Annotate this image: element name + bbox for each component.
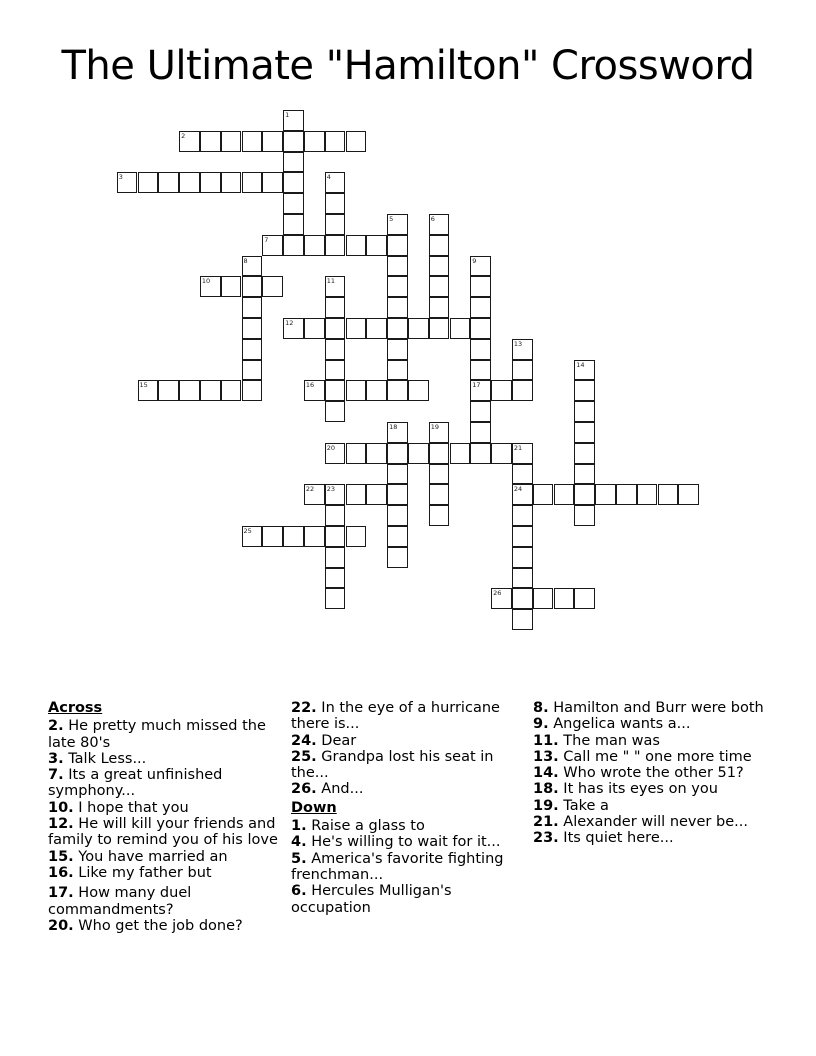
grid-cell[interactable] bbox=[117, 172, 138, 193]
grid-cell[interactable] bbox=[325, 443, 346, 464]
clue-across-15: 15. You have married an bbox=[48, 848, 228, 865]
grid-cell[interactable] bbox=[470, 360, 491, 381]
grid-cell[interactable] bbox=[387, 547, 408, 568]
grid-cell[interactable] bbox=[470, 318, 491, 339]
grid-cell[interactable] bbox=[512, 484, 533, 505]
clue-down-18: 18. It has its eyes on you bbox=[533, 781, 718, 798]
cell-number: 17 bbox=[472, 381, 481, 390]
grid-cell[interactable] bbox=[512, 443, 533, 464]
grid-cell[interactable] bbox=[366, 380, 387, 401]
grid-cell[interactable] bbox=[491, 588, 512, 609]
cell-number: 18 bbox=[389, 423, 398, 431]
grid-cell[interactable] bbox=[158, 380, 179, 401]
grid-cell[interactable] bbox=[512, 588, 533, 609]
grid-cell[interactable] bbox=[346, 235, 367, 256]
clue-down-14: 14. Who wrote the other 51? bbox=[533, 765, 744, 782]
grid-cell[interactable] bbox=[512, 609, 533, 630]
grid-cell[interactable] bbox=[221, 276, 242, 297]
grid-cell[interactable] bbox=[387, 484, 408, 505]
grid-cell[interactable] bbox=[283, 214, 304, 235]
grid-cell[interactable] bbox=[325, 235, 346, 256]
grid-cell[interactable] bbox=[325, 214, 346, 235]
grid-cell[interactable] bbox=[325, 380, 346, 401]
grid-cell[interactable] bbox=[595, 484, 616, 505]
grid-cell[interactable] bbox=[242, 256, 263, 277]
cell-number: 7 bbox=[264, 235, 269, 244]
clues-column-1 bbox=[48, 700, 283, 934]
grid-cell[interactable] bbox=[408, 443, 429, 464]
grid-cell[interactable] bbox=[470, 339, 491, 360]
grid-cell[interactable] bbox=[387, 464, 408, 485]
grid-cell[interactable] bbox=[346, 131, 367, 152]
grid-cell[interactable] bbox=[512, 380, 533, 401]
cell-number: 16 bbox=[305, 381, 315, 390]
grid-cell[interactable] bbox=[325, 505, 346, 526]
grid-cell[interactable] bbox=[283, 131, 304, 152]
grid-cell[interactable] bbox=[200, 380, 221, 401]
grid-cell[interactable] bbox=[533, 484, 554, 505]
cell-number: 6 bbox=[430, 215, 435, 223]
grid-cell[interactable] bbox=[325, 297, 346, 318]
grid-cell[interactable] bbox=[221, 380, 242, 401]
clue-across-17: 17. How many duel commandments? bbox=[48, 885, 192, 918]
grid-cell[interactable] bbox=[242, 526, 263, 547]
clue-across-16: 16. Like my father but bbox=[48, 864, 212, 881]
grid-cell[interactable] bbox=[450, 318, 471, 339]
grid-cell[interactable] bbox=[387, 422, 408, 443]
cell-number: 24 bbox=[513, 485, 523, 494]
grid-cell[interactable] bbox=[366, 235, 387, 256]
grid-cell[interactable] bbox=[242, 172, 263, 193]
grid-cell[interactable] bbox=[346, 484, 367, 505]
grid-cell[interactable] bbox=[533, 588, 554, 609]
grid-cell[interactable] bbox=[242, 297, 263, 318]
clue-across-2: 2. He pretty much missed the late 80's bbox=[48, 718, 266, 751]
grid-cell[interactable] bbox=[325, 588, 346, 609]
grid-cell[interactable] bbox=[304, 131, 325, 152]
grid-cell[interactable] bbox=[179, 380, 200, 401]
cell-number: 2 bbox=[181, 131, 186, 140]
clue-across-7: 7. Its a great unfinished symphony... bbox=[48, 767, 223, 800]
grid-cell[interactable] bbox=[283, 193, 304, 214]
grid-cell[interactable] bbox=[179, 172, 200, 193]
grid-cell[interactable] bbox=[574, 443, 595, 464]
cell-number: 3 bbox=[118, 173, 123, 182]
grid-cell[interactable] bbox=[387, 443, 408, 464]
grid-cell[interactable] bbox=[242, 131, 263, 152]
grid-cell[interactable] bbox=[470, 401, 491, 422]
across-heading: Across bbox=[48, 700, 103, 716]
grid-cell[interactable] bbox=[304, 380, 325, 401]
grid-cell[interactable] bbox=[262, 131, 283, 152]
grid-cell[interactable] bbox=[574, 484, 595, 505]
grid-cell[interactable] bbox=[512, 505, 533, 526]
grid-cell[interactable] bbox=[304, 484, 325, 505]
grid-cell[interactable] bbox=[470, 256, 491, 277]
grid-cell[interactable] bbox=[429, 297, 450, 318]
grid-cell[interactable] bbox=[387, 505, 408, 526]
clue-across-24: 24. Dear bbox=[291, 732, 357, 749]
cell-number: 8 bbox=[243, 256, 248, 265]
grid-cell[interactable] bbox=[387, 235, 408, 256]
grid-cell[interactable] bbox=[242, 339, 263, 360]
grid-cell[interactable] bbox=[366, 443, 387, 464]
grid-cell[interactable] bbox=[262, 235, 283, 256]
cell-number: 21 bbox=[513, 443, 523, 452]
grid-cell[interactable] bbox=[512, 339, 533, 360]
grid-cell[interactable] bbox=[283, 318, 304, 339]
grid-cell[interactable] bbox=[387, 318, 408, 339]
grid-cell[interactable] bbox=[491, 380, 512, 401]
cell-number: 12 bbox=[285, 319, 294, 327]
cell-number: 19 bbox=[430, 423, 439, 431]
grid-cell[interactable] bbox=[429, 235, 450, 256]
cell-number: 23 bbox=[326, 485, 335, 494]
grid-cell[interactable] bbox=[387, 380, 408, 401]
grid-cell[interactable] bbox=[262, 526, 283, 547]
grid-cell[interactable] bbox=[304, 318, 325, 339]
grid-cell[interactable] bbox=[346, 380, 367, 401]
grid-cell[interactable] bbox=[429, 256, 450, 277]
grid-cell[interactable] bbox=[325, 526, 346, 547]
grid-cell[interactable] bbox=[262, 276, 283, 297]
clue-down-4: 4. He's willing to wait for it... bbox=[291, 834, 501, 851]
grid-cell[interactable] bbox=[616, 484, 637, 505]
page-title: The Ultimate "Hamilton" Crossword bbox=[61, 43, 755, 89]
grid-cell[interactable] bbox=[346, 526, 367, 547]
cell-number: 20 bbox=[326, 443, 335, 452]
grid-cell[interactable] bbox=[491, 443, 512, 464]
down-heading: Down bbox=[291, 799, 337, 816]
grid-cell[interactable] bbox=[574, 380, 595, 401]
grid-cell[interactable] bbox=[325, 318, 346, 339]
grid-cell[interactable] bbox=[429, 318, 450, 339]
clue-down-1: 1. Raise a glass to bbox=[291, 818, 425, 835]
clue-down-6: 6. Hercules Mulligan's occupation bbox=[291, 883, 452, 916]
grid-cell[interactable] bbox=[304, 235, 325, 256]
grid-cell[interactable] bbox=[574, 401, 595, 422]
grid-cell[interactable] bbox=[387, 339, 408, 360]
grid-cell[interactable] bbox=[283, 110, 304, 131]
grid-cell[interactable] bbox=[554, 588, 575, 609]
cell-number: 14 bbox=[576, 360, 585, 369]
cell-number: 1 bbox=[285, 111, 290, 119]
clue-across-3: 3. Talk Less... bbox=[48, 750, 147, 767]
grid-cell[interactable] bbox=[366, 318, 387, 339]
grid-cell[interactable] bbox=[158, 172, 179, 193]
grid-cell[interactable] bbox=[574, 588, 595, 609]
clue-down-9: 9. Angelica wants a... bbox=[533, 716, 691, 733]
clue-across-25: 25. Grandpa lost his seat in the... bbox=[291, 748, 494, 782]
grid-cell[interactable] bbox=[408, 318, 429, 339]
grid-cell[interactable] bbox=[221, 172, 242, 193]
clues-column-2 bbox=[291, 700, 526, 916]
grid-cell[interactable] bbox=[200, 172, 221, 193]
clue-across-26: 26. And... bbox=[291, 781, 364, 798]
cell-number: 10 bbox=[201, 277, 211, 286]
clue-down-5: 5. America's favorite fighting frenchman... bbox=[291, 850, 504, 883]
grid-cell[interactable] bbox=[283, 172, 304, 193]
clue-across-10: 10. I hope that you bbox=[48, 799, 189, 816]
grid-cell[interactable] bbox=[387, 526, 408, 547]
grid-cell[interactable] bbox=[200, 131, 221, 152]
grid-cell[interactable] bbox=[325, 360, 346, 381]
grid-cell[interactable] bbox=[138, 380, 159, 401]
grid-cell[interactable] bbox=[574, 360, 595, 381]
grid-cell[interactable] bbox=[346, 318, 367, 339]
grid-cell[interactable] bbox=[242, 380, 263, 401]
grid-cell[interactable] bbox=[387, 297, 408, 318]
grid-cell[interactable] bbox=[283, 235, 304, 256]
grid-cell[interactable] bbox=[658, 484, 679, 505]
grid-cell[interactable] bbox=[512, 464, 533, 485]
grid-cell[interactable] bbox=[470, 380, 491, 401]
grid-cell[interactable] bbox=[512, 568, 533, 589]
grid-cell[interactable] bbox=[200, 276, 221, 297]
clue-down-21: 21. Alexander will never be... bbox=[533, 814, 748, 831]
clue-down-8: 8. Hamilton and Burr were both bbox=[533, 700, 764, 716]
grid-cell[interactable] bbox=[242, 360, 263, 381]
clue-down-11: 11. The man was bbox=[533, 732, 660, 749]
grid-cell[interactable] bbox=[574, 464, 595, 485]
cell-number: 22 bbox=[305, 485, 315, 494]
grid-cell[interactable] bbox=[138, 172, 159, 193]
cell-number: 13 bbox=[513, 339, 523, 348]
cell-number: 26 bbox=[493, 589, 502, 598]
grid-cell[interactable] bbox=[429, 484, 450, 505]
grid-cell[interactable] bbox=[450, 443, 471, 464]
grid-cell[interactable] bbox=[325, 568, 346, 589]
grid-cell[interactable] bbox=[325, 401, 346, 422]
grid-cell[interactable] bbox=[221, 131, 242, 152]
cell-number: 25 bbox=[243, 527, 252, 535]
clue-down-13: 13. Call me " " one more time bbox=[533, 748, 752, 765]
grid-cell[interactable] bbox=[554, 484, 575, 505]
cell-number: 5 bbox=[389, 215, 394, 223]
clue-across-22: 22. In the eye of a hurricane there is... bbox=[291, 700, 500, 733]
grid-cell[interactable] bbox=[325, 172, 346, 193]
clue-across-20: 20. Who get the job done? bbox=[48, 917, 243, 934]
grid-cell[interactable] bbox=[678, 484, 699, 505]
grid-cell[interactable] bbox=[325, 339, 346, 360]
grid-cell[interactable] bbox=[325, 484, 346, 505]
grid-cell[interactable] bbox=[366, 484, 387, 505]
cell-number: 9 bbox=[472, 256, 477, 265]
grid-cell[interactable] bbox=[387, 276, 408, 297]
clue-down-19: 19. Take a bbox=[533, 797, 609, 814]
grid-cell[interactable] bbox=[387, 360, 408, 381]
grid-cell[interactable] bbox=[283, 152, 304, 173]
grid-cell[interactable] bbox=[304, 526, 325, 547]
cell-number: 4 bbox=[326, 173, 331, 182]
grid-cell[interactable] bbox=[512, 526, 533, 547]
grid-cell[interactable] bbox=[429, 464, 450, 485]
grid-cell[interactable] bbox=[429, 422, 450, 443]
grid-cell[interactable] bbox=[574, 422, 595, 443]
grid-cell[interactable] bbox=[387, 214, 408, 235]
grid-cell[interactable] bbox=[429, 443, 450, 464]
grid-cell[interactable] bbox=[470, 276, 491, 297]
grid-cell[interactable] bbox=[574, 505, 595, 526]
clues-column-3 bbox=[533, 700, 768, 847]
grid-cell[interactable] bbox=[470, 443, 491, 464]
grid-cell[interactable] bbox=[512, 360, 533, 381]
grid-cell[interactable] bbox=[242, 276, 263, 297]
grid-cell[interactable] bbox=[325, 276, 346, 297]
grid-cell[interactable] bbox=[429, 276, 450, 297]
grid-cell[interactable] bbox=[325, 131, 346, 152]
grid-cell[interactable] bbox=[387, 256, 408, 277]
clue-down-23: 23. Its quiet here... bbox=[533, 830, 674, 847]
grid-cell[interactable] bbox=[179, 131, 200, 152]
grid-cell[interactable] bbox=[325, 193, 346, 214]
grid-cell[interactable] bbox=[283, 526, 304, 547]
grid-cell[interactable] bbox=[262, 172, 283, 193]
grid-cell[interactable] bbox=[325, 547, 346, 568]
grid-cell[interactable] bbox=[346, 443, 367, 464]
grid-cell[interactable] bbox=[470, 297, 491, 318]
grid-cell[interactable] bbox=[470, 422, 491, 443]
grid-cell[interactable] bbox=[429, 214, 450, 235]
cell-number: 11 bbox=[326, 277, 335, 286]
grid-cell[interactable] bbox=[429, 505, 450, 526]
grid-cell[interactable] bbox=[408, 380, 429, 401]
grid-cell[interactable] bbox=[242, 318, 263, 339]
cell-number: 15 bbox=[139, 381, 148, 390]
grid-cell[interactable] bbox=[512, 547, 533, 568]
clue-across-12: 12. He will kill your friends and family to remind you of his love bbox=[48, 816, 278, 849]
grid-cell[interactable] bbox=[637, 484, 658, 505]
